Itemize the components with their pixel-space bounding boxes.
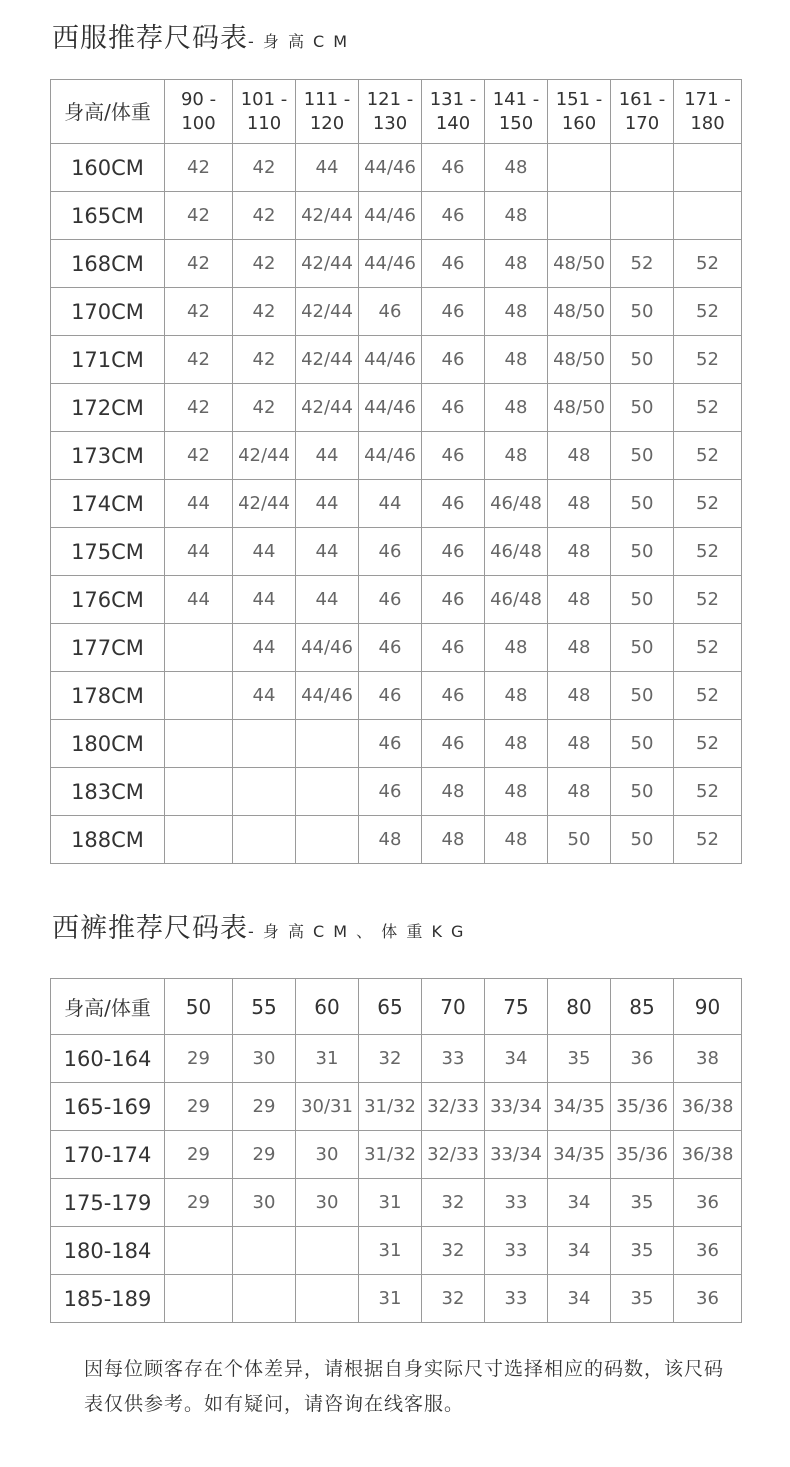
pants-size-cell: 32 — [422, 1275, 485, 1323]
pants-row-label: 160-164 — [51, 1035, 165, 1083]
suit-size-cell: 46/48 — [485, 528, 548, 576]
suit-size-cell: 44 — [296, 144, 359, 192]
table-row — [51, 672, 742, 720]
pants-size-cell: 33 — [485, 1179, 548, 1227]
disclaimer-note: 因每位顾客存在个体差异，请根据自身实际尺寸选择相应的码数，该尺码表仅供参考。如有疑问，请咨询在线客服。 — [84, 1358, 725, 1415]
pants-size-cell: 36/38 — [674, 1083, 742, 1131]
suit-size-cell: 44 — [296, 480, 359, 528]
table-row — [51, 192, 742, 240]
pants-size-table — [50, 978, 742, 1323]
suit-size-cell: 42/44 — [233, 432, 296, 480]
pants-header-row — [51, 979, 742, 1035]
suit-size-cell: 46 — [359, 768, 422, 816]
suit-size-cell: 42/44 — [233, 480, 296, 528]
table-row — [51, 576, 742, 624]
suit-size-cell: 50 — [611, 624, 674, 672]
table-row — [51, 1083, 742, 1131]
pants-column-header: 55 — [233, 979, 296, 1035]
suit-size-cell: 52 — [674, 432, 742, 480]
suit-size-cell: 48 — [485, 288, 548, 336]
suit-size-cell: 42 — [165, 144, 233, 192]
suit-size-cell — [296, 768, 359, 816]
suit-size-chart-title — [52, 16, 349, 55]
suit-size-cell — [233, 768, 296, 816]
suit-size-cell: 52 — [674, 768, 742, 816]
suit-size-cell: 46 — [422, 720, 485, 768]
suit-size-cell: 42/44 — [296, 288, 359, 336]
suit-size-cell: 52 — [674, 240, 742, 288]
pants-size-cell: 34/35 — [548, 1131, 611, 1179]
suit-size-cell — [233, 720, 296, 768]
table-row — [51, 1179, 742, 1227]
suit-size-cell: 50 — [611, 432, 674, 480]
table-row — [51, 288, 742, 336]
pants-column-header: 50 — [165, 979, 233, 1035]
pants-size-cell: 34 — [548, 1275, 611, 1323]
suit-size-cell: 52 — [674, 624, 742, 672]
pants-size-cell: 32 — [422, 1179, 485, 1227]
pants-size-cell: 30/31 — [296, 1083, 359, 1131]
suit-title-main: 西服推荐尺码表 — [52, 23, 248, 54]
suit-size-cell: 48 — [548, 672, 611, 720]
suit-size-cell: 46 — [422, 672, 485, 720]
suit-size-cell: 44 — [233, 672, 296, 720]
suit-size-cell: 48 — [485, 624, 548, 672]
suit-size-cell: 48 — [548, 768, 611, 816]
suit-size-cell: 42 — [233, 288, 296, 336]
suit-row-label: 160CM — [51, 144, 165, 192]
suit-size-cell: 46 — [422, 240, 485, 288]
suit-size-cell: 48 — [548, 720, 611, 768]
suit-size-cell — [233, 816, 296, 864]
pants-size-cell: 30 — [233, 1035, 296, 1083]
suit-size-cell: 50 — [611, 720, 674, 768]
pants-size-cell: 29 — [165, 1131, 233, 1179]
pants-row-label: 175-179 — [51, 1179, 165, 1227]
suit-size-cell — [674, 144, 742, 192]
pants-size-cell: 30 — [233, 1179, 296, 1227]
pants-title-subtitle: - 身 高 C M 、 体 重 K G — [248, 922, 466, 941]
pants-column-header: 60 — [296, 979, 359, 1035]
suit-size-cell: 52 — [674, 288, 742, 336]
suit-column-header: 171 - 180 — [674, 80, 742, 144]
suit-size-cell: 46 — [422, 432, 485, 480]
suit-size-cell: 52 — [674, 576, 742, 624]
suit-size-cell: 48 — [485, 816, 548, 864]
pants-size-cell: 35/36 — [611, 1131, 674, 1179]
suit-row-label: 175CM — [51, 528, 165, 576]
pants-size-cell: 35 — [611, 1179, 674, 1227]
pants-size-cell: 29 — [233, 1131, 296, 1179]
pants-size-cell — [165, 1227, 233, 1275]
suit-size-cell: 44/46 — [296, 672, 359, 720]
suit-size-cell — [165, 720, 233, 768]
suit-size-cell: 46 — [359, 672, 422, 720]
suit-row-label: 172CM — [51, 384, 165, 432]
suit-size-cell: 52 — [674, 336, 742, 384]
suit-size-cell: 50 — [611, 576, 674, 624]
pants-size-cell: 35 — [611, 1227, 674, 1275]
table-row — [51, 384, 742, 432]
suit-size-cell: 46 — [422, 192, 485, 240]
table-row — [51, 1035, 742, 1083]
pants-size-cell — [233, 1227, 296, 1275]
suit-column-header: 90 - 100 — [165, 80, 233, 144]
suit-size-cell: 44 — [296, 528, 359, 576]
suit-size-cell: 42/44 — [296, 384, 359, 432]
suit-size-cell — [548, 192, 611, 240]
suit-row-label: 173CM — [51, 432, 165, 480]
suit-row-label: 176CM — [51, 576, 165, 624]
pants-size-cell: 35/36 — [611, 1083, 674, 1131]
pants-size-cell: 31/32 — [359, 1083, 422, 1131]
suit-size-cell — [165, 672, 233, 720]
pants-size-cell: 31 — [359, 1179, 422, 1227]
suit-size-cell: 52 — [611, 240, 674, 288]
suit-size-cell: 44/46 — [359, 384, 422, 432]
suit-size-cell — [165, 816, 233, 864]
suit-size-cell: 44 — [296, 576, 359, 624]
pants-row-label: 180-184 — [51, 1227, 165, 1275]
pants-size-cell: 32/33 — [422, 1131, 485, 1179]
pants-size-cell: 29 — [165, 1035, 233, 1083]
suit-size-cell: 48 — [422, 768, 485, 816]
pants-size-cell: 36 — [611, 1035, 674, 1083]
suit-size-cell: 46 — [359, 624, 422, 672]
suit-size-cell: 50 — [611, 480, 674, 528]
pants-column-header: 75 — [485, 979, 548, 1035]
pants-size-cell: 32 — [422, 1227, 485, 1275]
suit-size-cell: 50 — [611, 384, 674, 432]
suit-size-cell: 46/48 — [485, 480, 548, 528]
suit-size-cell: 42 — [233, 192, 296, 240]
suit-size-cell: 48 — [485, 672, 548, 720]
pants-size-cell: 32 — [359, 1035, 422, 1083]
suit-size-cell: 44 — [165, 576, 233, 624]
suit-size-cell: 52 — [674, 816, 742, 864]
pants-size-cell: 38 — [674, 1035, 742, 1083]
table-row — [51, 144, 742, 192]
suit-size-cell: 48 — [485, 336, 548, 384]
suit-column-header: 101 - 110 — [233, 80, 296, 144]
pants-size-cell: 34 — [548, 1179, 611, 1227]
pants-size-cell: 36/38 — [674, 1131, 742, 1179]
pants-size-cell: 30 — [296, 1131, 359, 1179]
suit-size-cell: 44 — [233, 528, 296, 576]
suit-size-cell: 42 — [165, 384, 233, 432]
suit-size-cell: 46 — [422, 144, 485, 192]
suit-row-label: 188CM — [51, 816, 165, 864]
suit-size-cell: 46 — [422, 384, 485, 432]
suit-size-cell: 44 — [296, 432, 359, 480]
suit-size-cell: 52 — [674, 384, 742, 432]
suit-size-cell: 46 — [359, 576, 422, 624]
suit-size-cell — [165, 768, 233, 816]
pants-corner-header: 身高/体重 — [51, 979, 165, 1035]
suit-column-header: 121 - 130 — [359, 80, 422, 144]
pants-size-cell: 29 — [233, 1083, 296, 1131]
suit-title-subtitle: - 身 高 C M — [248, 32, 350, 51]
pants-size-cell: 29 — [165, 1179, 233, 1227]
suit-size-cell: 42/44 — [296, 336, 359, 384]
suit-size-cell — [296, 720, 359, 768]
suit-size-cell: 48 — [485, 432, 548, 480]
pants-column-header: 90 — [674, 979, 742, 1035]
suit-row-label: 165CM — [51, 192, 165, 240]
suit-size-cell: 44/46 — [359, 144, 422, 192]
table-row — [51, 816, 742, 864]
suit-size-cell: 42 — [233, 240, 296, 288]
suit-size-cell — [548, 144, 611, 192]
suit-size-cell: 46 — [359, 288, 422, 336]
pants-size-cell: 33 — [485, 1227, 548, 1275]
suit-column-header: 141 - 150 — [485, 80, 548, 144]
suit-size-cell: 48 — [485, 768, 548, 816]
suit-corner-header: 身高/体重 — [51, 80, 165, 144]
pants-size-cell: 29 — [165, 1083, 233, 1131]
suit-size-cell: 50 — [548, 816, 611, 864]
pants-column-header: 85 — [611, 979, 674, 1035]
pants-size-cell: 31 — [359, 1275, 422, 1323]
suit-size-cell: 42 — [233, 144, 296, 192]
suit-size-cell: 42 — [165, 288, 233, 336]
pants-row-label: 185-189 — [51, 1275, 165, 1323]
pants-size-chart-title — [52, 906, 465, 945]
suit-size-cell: 46 — [422, 624, 485, 672]
table-row — [51, 528, 742, 576]
suit-size-cell: 52 — [674, 528, 742, 576]
suit-size-cell — [611, 144, 674, 192]
suit-column-header: 161 - 170 — [611, 80, 674, 144]
suit-column-header: 131 - 140 — [422, 80, 485, 144]
pants-size-cell: 32/33 — [422, 1083, 485, 1131]
pants-size-cell: 36 — [674, 1275, 742, 1323]
suit-row-label: 174CM — [51, 480, 165, 528]
suit-size-cell: 50 — [611, 672, 674, 720]
suit-size-cell: 48 — [548, 576, 611, 624]
pants-column-header: 80 — [548, 979, 611, 1035]
pants-size-cell: 35 — [548, 1035, 611, 1083]
suit-size-cell: 44 — [165, 480, 233, 528]
pants-size-cell: 31/32 — [359, 1131, 422, 1179]
pants-size-cell: 30 — [296, 1179, 359, 1227]
suit-size-cell: 44 — [233, 624, 296, 672]
suit-size-cell: 48 — [548, 480, 611, 528]
suit-size-cell: 42 — [165, 336, 233, 384]
suit-size-cell: 52 — [674, 480, 742, 528]
pants-size-cell: 34/35 — [548, 1083, 611, 1131]
pants-size-cell — [296, 1275, 359, 1323]
pants-size-cell: 34 — [548, 1227, 611, 1275]
suit-size-cell: 46 — [359, 528, 422, 576]
pants-size-cell: 31 — [359, 1227, 422, 1275]
suit-size-cell: 44 — [233, 576, 296, 624]
pants-size-cell: 35 — [611, 1275, 674, 1323]
pants-title-main: 西裤推荐尺码表 — [52, 913, 248, 944]
suit-size-cell: 46 — [422, 288, 485, 336]
pants-size-cell: 36 — [674, 1179, 742, 1227]
suit-size-cell: 42 — [165, 432, 233, 480]
suit-size-cell: 48/50 — [548, 240, 611, 288]
suit-size-cell: 46/48 — [485, 576, 548, 624]
suit-header-row — [51, 80, 742, 144]
pants-size-cell: 34 — [485, 1035, 548, 1083]
suit-size-cell: 44/46 — [359, 336, 422, 384]
suit-size-cell: 46 — [422, 336, 485, 384]
suit-size-cell: 44/46 — [359, 240, 422, 288]
suit-size-table — [50, 79, 742, 864]
suit-row-label: 168CM — [51, 240, 165, 288]
suit-size-cell: 44 — [165, 528, 233, 576]
suit-size-cell — [674, 192, 742, 240]
suit-size-cell: 50 — [611, 528, 674, 576]
suit-size-cell: 46 — [422, 576, 485, 624]
table-row — [51, 336, 742, 384]
suit-size-cell: 48 — [485, 144, 548, 192]
suit-size-cell: 48/50 — [548, 288, 611, 336]
suit-row-label: 177CM — [51, 624, 165, 672]
suit-row-label: 171CM — [51, 336, 165, 384]
suit-size-cell: 48 — [485, 192, 548, 240]
suit-size-cell: 44/46 — [296, 624, 359, 672]
suit-size-cell: 44/46 — [359, 432, 422, 480]
table-row — [51, 624, 742, 672]
suit-size-cell: 42/44 — [296, 192, 359, 240]
pants-size-cell: 33/34 — [485, 1131, 548, 1179]
suit-row-label: 180CM — [51, 720, 165, 768]
table-row — [51, 1275, 742, 1323]
suit-size-cell: 48 — [422, 816, 485, 864]
suit-size-cell: 50 — [611, 816, 674, 864]
table-row — [51, 1131, 742, 1179]
suit-size-cell: 50 — [611, 768, 674, 816]
suit-column-header: 151 - 160 — [548, 80, 611, 144]
pants-size-cell: 36 — [674, 1227, 742, 1275]
suit-size-cell: 48 — [359, 816, 422, 864]
table-row — [51, 1227, 742, 1275]
pants-size-cell: 33/34 — [485, 1083, 548, 1131]
suit-size-cell: 48 — [548, 432, 611, 480]
table-row — [51, 480, 742, 528]
pants-column-header: 65 — [359, 979, 422, 1035]
table-row — [51, 432, 742, 480]
pants-column-header: 70 — [422, 979, 485, 1035]
pants-size-cell: 33 — [485, 1275, 548, 1323]
table-row — [51, 240, 742, 288]
table-row — [51, 768, 742, 816]
pants-size-cell: 31 — [296, 1035, 359, 1083]
suit-size-cell: 48/50 — [548, 336, 611, 384]
suit-size-cell: 42 — [233, 384, 296, 432]
suit-size-cell: 48 — [548, 624, 611, 672]
suit-size-cell: 42 — [165, 192, 233, 240]
pants-row-label: 170-174 — [51, 1131, 165, 1179]
suit-row-label: 178CM — [51, 672, 165, 720]
suit-size-cell: 42 — [165, 240, 233, 288]
suit-size-cell: 46 — [422, 528, 485, 576]
pants-size-cell: 33 — [422, 1035, 485, 1083]
suit-size-cell: 42 — [233, 336, 296, 384]
suit-size-cell: 48 — [485, 384, 548, 432]
suit-size-cell: 48 — [548, 528, 611, 576]
suit-size-cell: 44/46 — [359, 192, 422, 240]
pants-size-cell — [296, 1227, 359, 1275]
suit-size-cell: 48 — [485, 720, 548, 768]
suit-size-cell: 44 — [359, 480, 422, 528]
suit-size-cell: 50 — [611, 336, 674, 384]
suit-row-label: 183CM — [51, 768, 165, 816]
suit-size-cell: 48/50 — [548, 384, 611, 432]
suit-size-cell: 46 — [359, 720, 422, 768]
suit-size-cell: 42/44 — [296, 240, 359, 288]
pants-size-cell — [233, 1275, 296, 1323]
suit-column-header: 111 - 120 — [296, 80, 359, 144]
pants-row-label: 165-169 — [51, 1083, 165, 1131]
suit-size-cell: 48 — [485, 240, 548, 288]
suit-row-label: 170CM — [51, 288, 165, 336]
suit-size-cell: 46 — [422, 480, 485, 528]
table-row — [51, 720, 742, 768]
suit-size-cell — [165, 624, 233, 672]
suit-size-cell: 50 — [611, 288, 674, 336]
suit-size-cell: 52 — [674, 720, 742, 768]
suit-size-cell — [611, 192, 674, 240]
pants-size-cell — [165, 1275, 233, 1323]
suit-size-cell — [296, 816, 359, 864]
suit-size-cell: 52 — [674, 672, 742, 720]
